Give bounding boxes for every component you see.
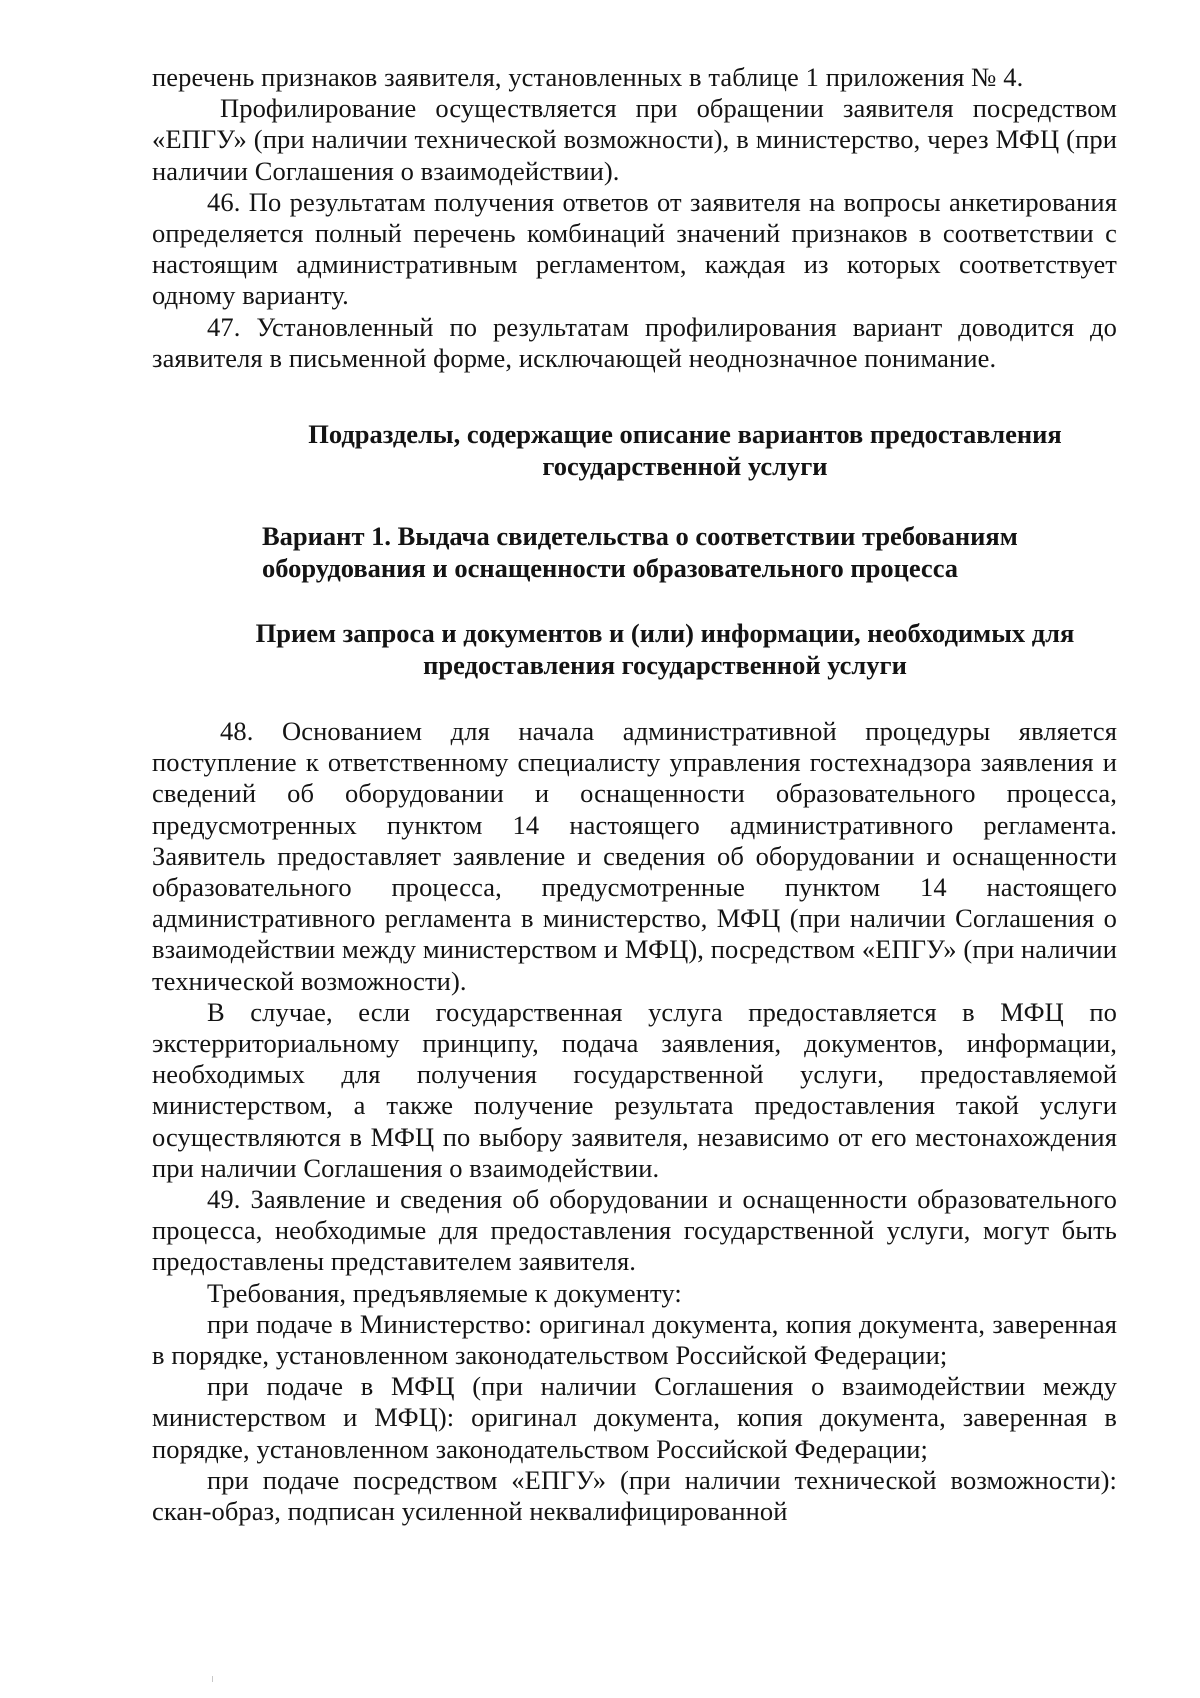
paragraph-profiling: Профилирование осуществляется при обращении заявителя посредством «ЕПГУ» (при наличии технической возможности), в министерство, через МФЦ (при наличии Соглашения о взаимодействии). [152, 93, 1117, 186]
top-text-block [152, 62, 1117, 374]
paragraph-epgu-submission: при подаче посредством «ЕПГУ» (при наличии технической возможности): скан-образ, подписан усиленной неквалифицированной [152, 1464, 1117, 1527]
heading-subsections: Подразделы, содержащие описание вариантов предоставления государственной услуги [308, 419, 1062, 481]
paragraph-46: 46. По результатам получения ответов от заявителя на вопросы анкетирования определяется полный перечень комбинаций значений признаков в соответствии с настоящим административным регламентом, каждая из которых соответствует одному варианту. [152, 186, 1117, 311]
paragraph-requirements: Требования, предъявляемые к документу: [207, 1277, 682, 1308]
main-text-block [152, 716, 1117, 1527]
heading-variant-1: Вариант 1. Выдача свидетельства о соответствии требованиям оборудования и оснащенности образовательного процесса [262, 521, 1018, 583]
paragraph-extraterritorial: В случае, если государственная услуга предоставляется в МФЦ по экстерриториальному принципу, подача заявления, документов, информации, необходимых для получения государственной услуги, предоставляемой министерством, а также получение результата предоставления такой услуги осуществляются в МФЦ по выбору заявителя, независимо от его местонахождения при наличии Соглашения о взаимодействии. [152, 996, 1117, 1183]
scan-mark [212, 1676, 213, 1682]
heading-reception: Прием запроса и документов и (или) информации, необходимых для предоставления государственной услуги [255, 618, 1075, 680]
paragraph-49: 49. Заявление и сведения об оборудовании и оснащенности образовательного процесса, необходимые для предоставления государственной услуги, могут быть предоставлены представителем заявителя. [152, 1184, 1117, 1277]
paragraph-48: 48. Основанием для начала административной процедуры является поступление к ответственному специалисту управления гостехнадзора заявления и сведений об оборудовании и оснащенности образовательного процесса, предусмотренных пунктом 14 настоящего административного регламента. Заявитель предоставляет заявление и сведения об оборудовании и оснащенности образовательного процесса, предусмотренные пунктом 14 настоящего административного регламента в министерство, МФЦ (при наличии Соглашения о взаимодействии между министерством и МФЦ), посредством «ЕПГУ» (при наличии технической возможности). [152, 716, 1117, 996]
paragraph-continuation: перечень признаков заявителя, установленных в таблице 1 приложения № 4. [152, 62, 1024, 92]
paragraph-47: 47. Установленный по результатам профилирования вариант доводится до заявителя в письменной форме, исключающей неоднозначное понимание. [152, 311, 1117, 373]
paragraph-ministry-submission: при подаче в Министерство: оригинал документа, копия документа, заверенная в порядке, установленном законодательством Российской Федерации; [152, 1308, 1117, 1371]
paragraph-mfc-submission: при подаче в МФЦ (при наличии Соглашения о взаимодействии между министерством и МФЦ): оригинал документа, копия документа, заверенная в порядке, установленном законодательством Российской Федерации; [152, 1371, 1117, 1464]
